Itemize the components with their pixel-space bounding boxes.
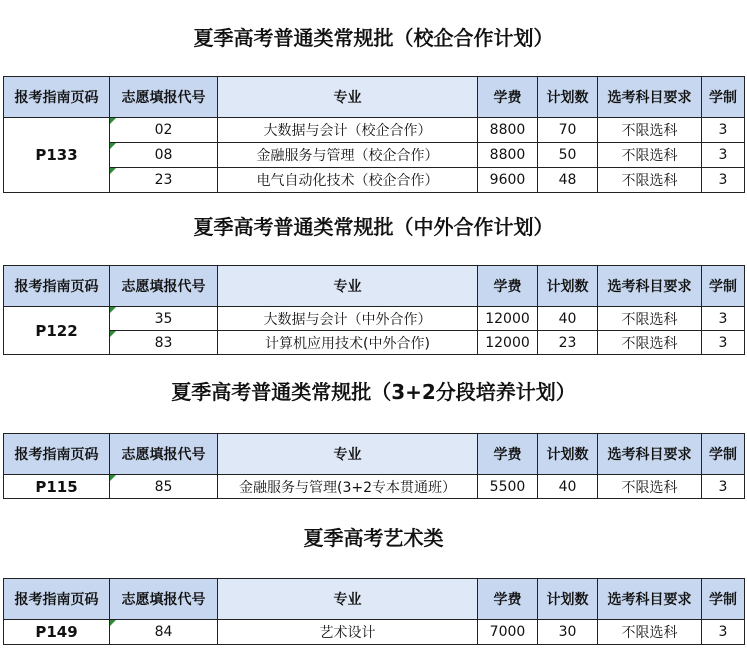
table-row xyxy=(4,118,745,143)
plan-cell: 70 xyxy=(538,118,598,143)
fee-cell: 12000 xyxy=(478,331,538,355)
header-requirement: 选考科目要求 xyxy=(598,434,702,475)
guide-page-cell: P115 xyxy=(4,475,110,499)
major-cell: 大数据与会计（校企合作） xyxy=(218,118,478,143)
major-cell: 金融服务与管理（校企合作） xyxy=(218,143,478,168)
plan-cell: 23 xyxy=(538,331,598,355)
plan-cell: 30 xyxy=(538,620,598,645)
fee-cell: 9600 xyxy=(478,168,538,193)
table-row xyxy=(4,620,745,645)
fee-cell: 7000 xyxy=(478,620,538,645)
table-header-row xyxy=(4,266,745,307)
code-cell: 84 xyxy=(110,620,218,645)
requirement-cell: 不限选科 xyxy=(598,331,702,355)
header-requirement: 选考科目要求 xyxy=(598,77,702,118)
header-fee: 学费 xyxy=(478,266,538,307)
plan-cell: 40 xyxy=(538,307,598,331)
code-cell: 23 xyxy=(110,168,218,193)
major-cell: 艺术设计 xyxy=(218,620,478,645)
table-header-row xyxy=(4,434,745,475)
duration-cell: 3 xyxy=(702,168,745,193)
header-major: 专业 xyxy=(218,434,478,475)
header-page: 报考指南页码 xyxy=(4,77,110,118)
header-duration: 学制 xyxy=(702,77,745,118)
duration-cell: 3 xyxy=(702,143,745,168)
section-title: 夏季高考普通类常规批（3+2分段培养计划） xyxy=(171,380,576,404)
major-cell: 计算机应用技术(中外合作) xyxy=(218,331,478,355)
header-major: 专业 xyxy=(218,77,478,118)
requirement-cell: 不限选科 xyxy=(598,143,702,168)
requirement-cell: 不限选科 xyxy=(598,475,702,499)
header-fee: 学费 xyxy=(478,579,538,620)
fee-cell: 8800 xyxy=(478,143,538,168)
requirement-cell: 不限选科 xyxy=(598,168,702,193)
admission-table xyxy=(3,578,745,645)
duration-cell: 3 xyxy=(702,118,745,143)
fee-cell: 12000 xyxy=(478,307,538,331)
table-row xyxy=(4,331,745,355)
plan-cell: 40 xyxy=(538,475,598,499)
header-code: 志愿填报代号 xyxy=(110,77,218,118)
table-header-row xyxy=(4,579,745,620)
guide-page-cell: P133 xyxy=(4,118,110,193)
major-cell: 金融服务与管理(3+2专本贯通班） xyxy=(218,475,478,499)
section-title: 夏季高考艺术类 xyxy=(303,526,444,550)
requirement-cell: 不限选科 xyxy=(598,118,702,143)
code-cell: 08 xyxy=(110,143,218,168)
header-code: 志愿填报代号 xyxy=(110,579,218,620)
fee-cell: 8800 xyxy=(478,118,538,143)
duration-cell: 3 xyxy=(702,331,745,355)
header-requirement: 选考科目要求 xyxy=(598,579,702,620)
major-cell: 大数据与会计（中外合作） xyxy=(218,307,478,331)
admission-table xyxy=(3,76,745,193)
header-duration: 学制 xyxy=(702,434,745,475)
table-header-row xyxy=(4,77,745,118)
header-page: 报考指南页码 xyxy=(4,266,110,307)
code-cell: 35 xyxy=(110,307,218,331)
header-duration: 学制 xyxy=(702,579,745,620)
header-plan: 计划数 xyxy=(538,579,598,620)
section-title: 夏季高考普通类常规批（校企合作计划） xyxy=(193,26,554,50)
code-cell: 85 xyxy=(110,475,218,499)
header-major: 专业 xyxy=(218,579,478,620)
header-plan: 计划数 xyxy=(538,266,598,307)
header-major: 专业 xyxy=(218,266,478,307)
duration-cell: 3 xyxy=(702,307,745,331)
requirement-cell: 不限选科 xyxy=(598,307,702,331)
header-plan: 计划数 xyxy=(538,77,598,118)
admission-table xyxy=(3,265,745,355)
code-cell: 83 xyxy=(110,331,218,355)
plan-cell: 48 xyxy=(538,168,598,193)
duration-cell: 3 xyxy=(702,475,745,499)
header-code: 志愿填报代号 xyxy=(110,266,218,307)
table-row xyxy=(4,307,745,331)
table-row xyxy=(4,168,745,193)
table-row xyxy=(4,475,745,499)
header-duration: 学制 xyxy=(702,266,745,307)
header-fee: 学费 xyxy=(478,77,538,118)
header-fee: 学费 xyxy=(478,434,538,475)
fee-cell: 5500 xyxy=(478,475,538,499)
header-code: 志愿填报代号 xyxy=(110,434,218,475)
section-title: 夏季高考普通类常规批（中外合作计划） xyxy=(193,215,554,239)
header-page: 报考指南页码 xyxy=(4,434,110,475)
guide-page-cell: P149 xyxy=(4,620,110,645)
requirement-cell: 不限选科 xyxy=(598,620,702,645)
plan-cell: 50 xyxy=(538,143,598,168)
guide-page-cell: P122 xyxy=(4,307,110,355)
table-row xyxy=(4,143,745,168)
header-plan: 计划数 xyxy=(538,434,598,475)
header-requirement: 选考科目要求 xyxy=(598,266,702,307)
major-cell: 电气自动化技术（校企合作） xyxy=(218,168,478,193)
code-cell: 02 xyxy=(110,118,218,143)
admission-table xyxy=(3,433,745,499)
header-page: 报考指南页码 xyxy=(4,579,110,620)
duration-cell: 3 xyxy=(702,620,745,645)
